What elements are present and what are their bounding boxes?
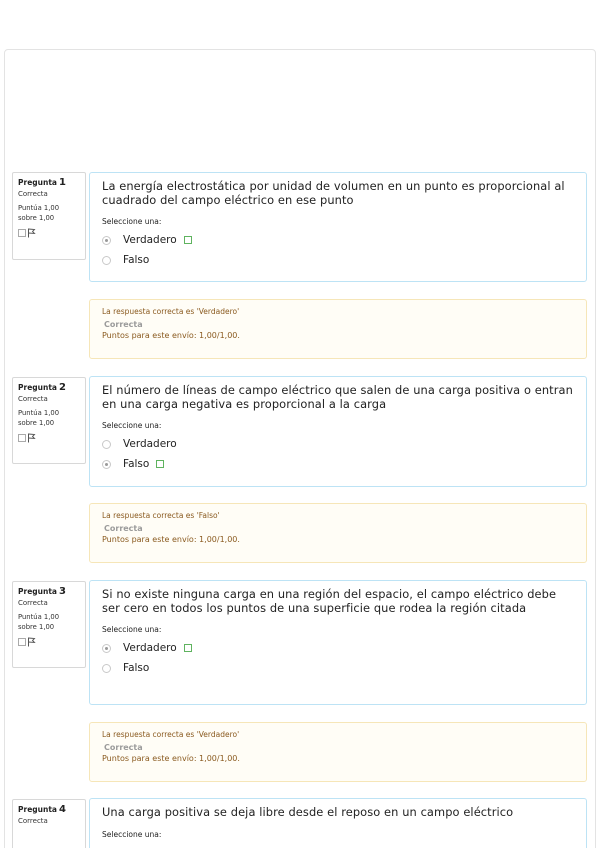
option-label: Verdadero — [123, 642, 177, 654]
question-state: Correcta — [18, 599, 48, 607]
option-label: Falso — [123, 254, 150, 266]
flag-checkbox[interactable] — [18, 229, 26, 237]
check-square-icon — [184, 236, 192, 244]
feedback-state: Correcta — [104, 320, 143, 329]
mark-summary: Puntos para este envío: 1,00/1,00. — [102, 754, 240, 763]
right-answer: La respuesta correcta es 'Verdadero' — [102, 730, 240, 739]
question-number: 1 — [58, 177, 66, 188]
answer-option-verdadero[interactable] — [102, 638, 574, 658]
question-text: Si no existe ninguna carga en una región del espacio, el campo eléctrico debe ser cero en todos los puntos de una superficie que rodea la región citada — [102, 587, 557, 615]
question-content-1 — [89, 172, 587, 282]
option-label: Verdadero — [123, 438, 177, 450]
feedback-state: Correcta — [104, 524, 143, 533]
question-state: Correcta — [18, 395, 48, 403]
feedback-2 — [89, 503, 587, 563]
flag-question-button[interactable] — [18, 637, 81, 647]
question-info-2 — [12, 377, 86, 464]
answer-option-verdadero[interactable] — [102, 434, 574, 454]
question-number: 3 — [58, 586, 66, 597]
answer-prompt: Seleccione una: — [102, 625, 162, 634]
question-state: Correcta — [18, 190, 48, 198]
question-state: Correcta — [18, 817, 48, 825]
flag-checkbox[interactable] — [18, 638, 26, 646]
flag-icon — [27, 433, 36, 443]
right-answer: La respuesta correcta es 'Verdadero' — [102, 307, 240, 316]
answer-option-verdadero[interactable] — [102, 230, 574, 250]
question-text: Una carga positiva se deja libre desde el reposo en un campo eléctrico — [102, 805, 514, 819]
answer-option-falso[interactable] — [102, 454, 574, 474]
flag-question-button[interactable] — [18, 228, 81, 238]
question-label: Pregunta — [18, 178, 57, 187]
answer-option-falso[interactable] — [102, 658, 574, 678]
question-info-3 — [12, 581, 86, 668]
option-label: Falso — [123, 458, 150, 470]
flag-icon — [27, 228, 36, 238]
question-grade: Puntúa 1,00 sobre 1,00 — [18, 613, 60, 631]
feedback-3 — [89, 722, 587, 782]
right-answer: La respuesta correcta es 'Falso' — [102, 511, 220, 520]
question-label: Pregunta — [18, 587, 57, 596]
question-label: Pregunta — [18, 805, 57, 814]
answer-options — [102, 434, 574, 474]
question-text: El número de líneas de campo eléctrico que salen de una carga positiva o entran en una carga negativa es proporcional a la carga — [102, 383, 573, 411]
check-square-icon — [156, 460, 164, 468]
radio-button[interactable] — [102, 440, 111, 449]
option-label: Falso — [123, 662, 150, 674]
question-number: 4 — [58, 804, 66, 815]
question-content-3 — [89, 580, 587, 705]
answer-options — [102, 638, 574, 678]
question-number: 2 — [58, 382, 66, 393]
flag-icon — [27, 637, 36, 647]
question-content-4 — [89, 798, 587, 848]
answer-prompt: Seleccione una: — [102, 421, 162, 430]
radio-button[interactable] — [102, 644, 111, 653]
radio-button[interactable] — [102, 236, 111, 245]
answer-prompt: Seleccione una: — [102, 829, 162, 839]
question-grade: Puntúa 1,00 sobre 1,00 — [18, 204, 60, 222]
question-info-1 — [12, 172, 86, 260]
answer-prompt: Seleccione una: — [102, 217, 162, 226]
feedback-state: Correcta — [104, 743, 143, 752]
mark-summary: Puntos para este envío: 1,00/1,00. — [102, 331, 240, 340]
question-info-4 — [12, 799, 86, 848]
radio-button[interactable] — [102, 460, 111, 469]
flag-checkbox[interactable] — [18, 434, 26, 442]
answer-option-falso[interactable] — [102, 250, 574, 270]
answer-options — [102, 230, 574, 270]
feedback-1 — [89, 299, 587, 359]
flag-question-button[interactable] — [18, 433, 81, 443]
question-grade: Puntúa 1,00 sobre 1,00 — [18, 409, 60, 427]
question-label: Pregunta — [18, 383, 57, 392]
option-label: Verdadero — [123, 234, 177, 246]
mark-summary: Puntos para este envío: 1,00/1,00. — [102, 535, 240, 544]
radio-button[interactable] — [102, 256, 111, 265]
question-text: La energía electrostática por unidad de volumen en un punto es proporcional al cuadrado del campo eléctrico en ese punto — [102, 179, 565, 207]
check-square-icon — [184, 644, 192, 652]
radio-button[interactable] — [102, 664, 111, 673]
question-content-2 — [89, 376, 587, 487]
